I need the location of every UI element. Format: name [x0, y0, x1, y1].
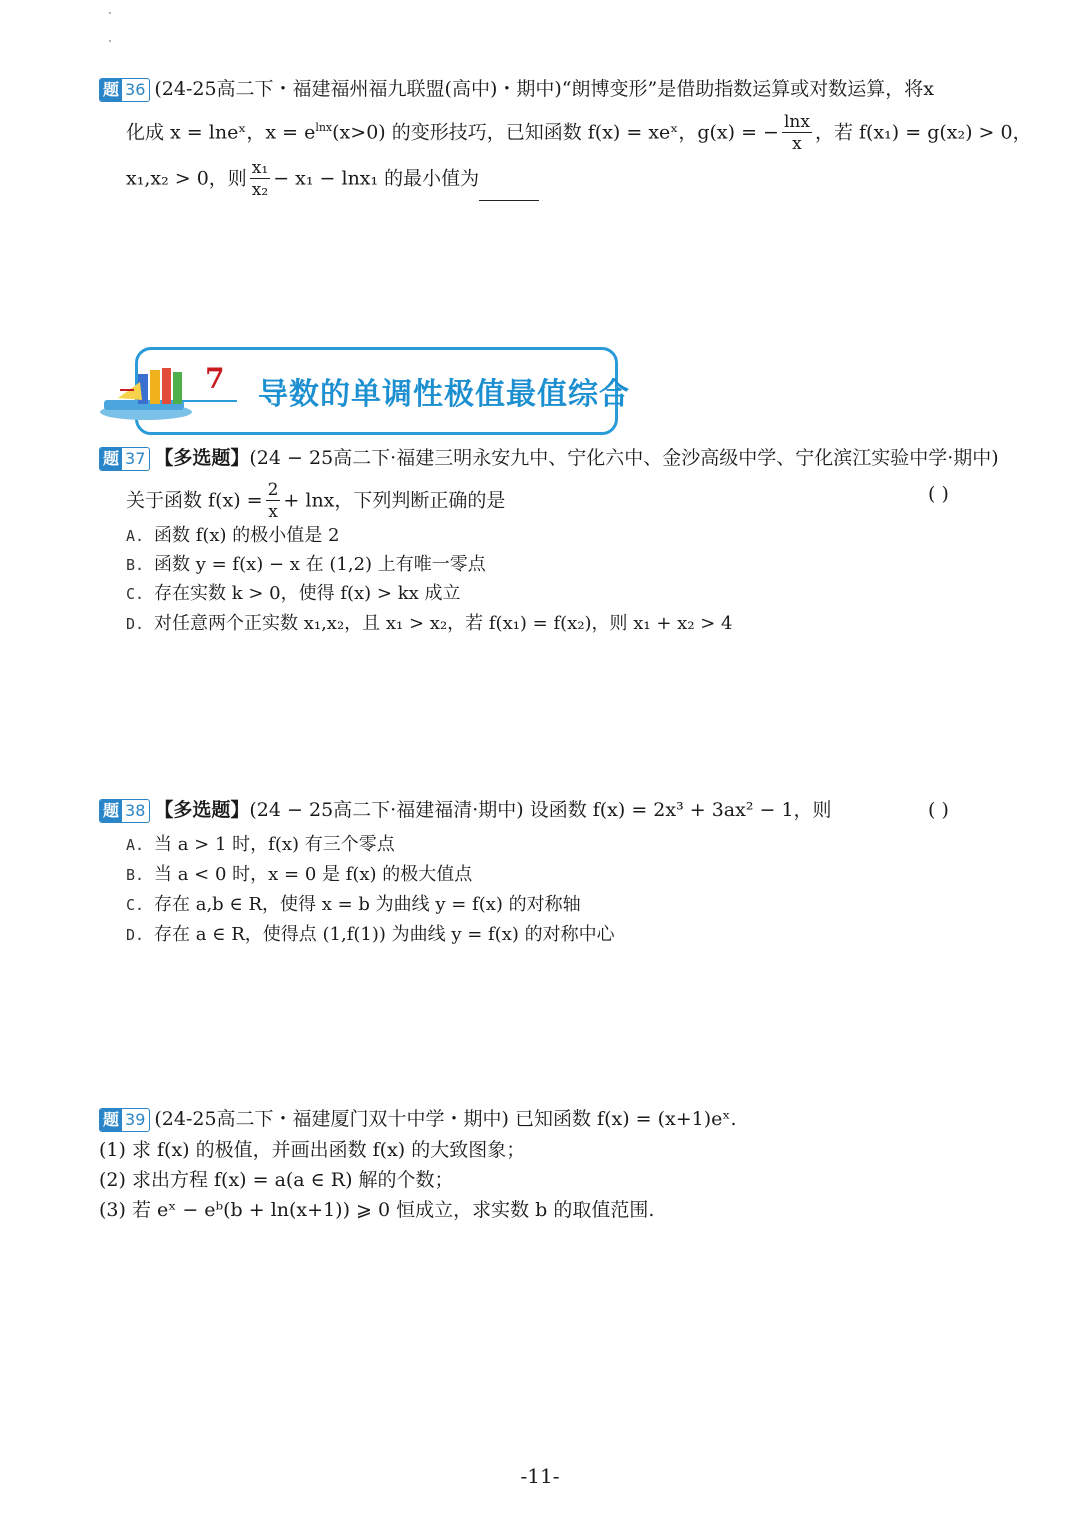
answer-paren: ( ): [928, 483, 949, 505]
answer-blank: [479, 180, 539, 201]
section-number: 7: [205, 362, 225, 395]
q36-line1: 题 36 (24-25高二下・福建福州福九联盟(高中)・期中)“朗博变形”是借助指数运算或对数运算，将x: [99, 76, 934, 102]
scan-dot: [109, 12, 111, 14]
q38-option-c: C. 存在 a,b ∈ R，使得 x = b 为曲线 y = f(x) 的对称轴: [126, 894, 581, 915]
question-badge: 题 39: [99, 1108, 150, 1132]
q36-line3: x₁,x₂ > 0，则 $\frac{\text{x₁}}{\text{x₂}}$ − x₁ − lnx₁ 的最小值为: [126, 158, 539, 201]
q38-option-d: D. 存在 a ∈ R，使得点 (1,f(1)) 为曲线 y = f(x) 的对称中心: [126, 924, 615, 945]
q36-line2: 化成 x = lneˣ，$x = e^{lnx}(x>0)$ 的变形技巧，已知函数 f(x) = xeˣ，g(x) = − $\frac{\ln x}{x}$ ，若 f(x₁) = g(x₂) > 0，: [126, 112, 1032, 154]
q37-option-d: D. 对任意两个正实数 x₁,x₂，且 x₁ > x₂，若 f(x₁) = f(x₂)，则 x₁ + x₂ > 4: [126, 613, 733, 634]
section-title: 导数的单调性极值最值综合: [258, 377, 630, 412]
q37-option-a: A. 函数 f(x) 的极小值是 2: [126, 525, 340, 546]
q38-option-b: B. 当 a < 0 时，x = 0 是 f(x) 的极大值点: [126, 864, 473, 885]
q37-header: 题 37 【多选题】(24 − 25高二下·福建三明永安九中、宁化六中、金沙高级中学、宁化滨江实验中学·期中): [99, 445, 999, 471]
books-icon: [98, 360, 198, 422]
q37-stem: 关于函数 f(x) = $\frac{2}{x}$ + lnx，下列判断正确的是: [126, 480, 506, 522]
section-underline: [182, 400, 237, 402]
q39-header: 题 39 (24-25高二下・福建厦门双十中学・期中) 已知函数 f(x) = (x+1)eˣ.: [99, 1106, 737, 1132]
answer-paren: ( ): [928, 799, 949, 821]
page-number: -11-: [520, 1464, 560, 1488]
question-badge: 题 37: [99, 447, 150, 471]
fraction: $\frac{\ln x}{x}$: [783, 112, 810, 154]
fraction: $\frac{2}{x}$: [267, 480, 279, 522]
q38-option-a: A. 当 a > 1 时，f(x) 有三个零点: [126, 834, 395, 855]
scan-dot: [109, 40, 111, 42]
q39-part-1: (1) 求 f(x) 的极值，并画出函数 f(x) 的大致图象；: [99, 1139, 526, 1161]
q37-option-c: C. 存在实数 k > 0，使得 f(x) > kx 成立: [126, 583, 461, 604]
q39-part-3: (3) 若 eˣ − eᵇ(b + ln(x+1)) ⩾ 0 恒成立，求实数 b 的取值范围.: [99, 1199, 655, 1221]
question-badge: 题 38: [99, 799, 150, 823]
q39-part-2: (2) 求出方程 f(x) = a(a ∈ R) 解的个数；: [99, 1169, 454, 1191]
fraction: $\frac{\text{x₁}}{\text{x₂}}$: [251, 158, 269, 200]
q37-option-b: B. 函数 y = f(x) − x 在 (1,2) 上有唯一零点: [126, 554, 486, 575]
q38-header: 题 38 【多选题】(24 − 25高二下·福建福清·期中) 设函数 f(x) = 2x³ + 3ax² − 1，则: [99, 797, 832, 823]
question-badge: 题 36: [99, 78, 150, 102]
